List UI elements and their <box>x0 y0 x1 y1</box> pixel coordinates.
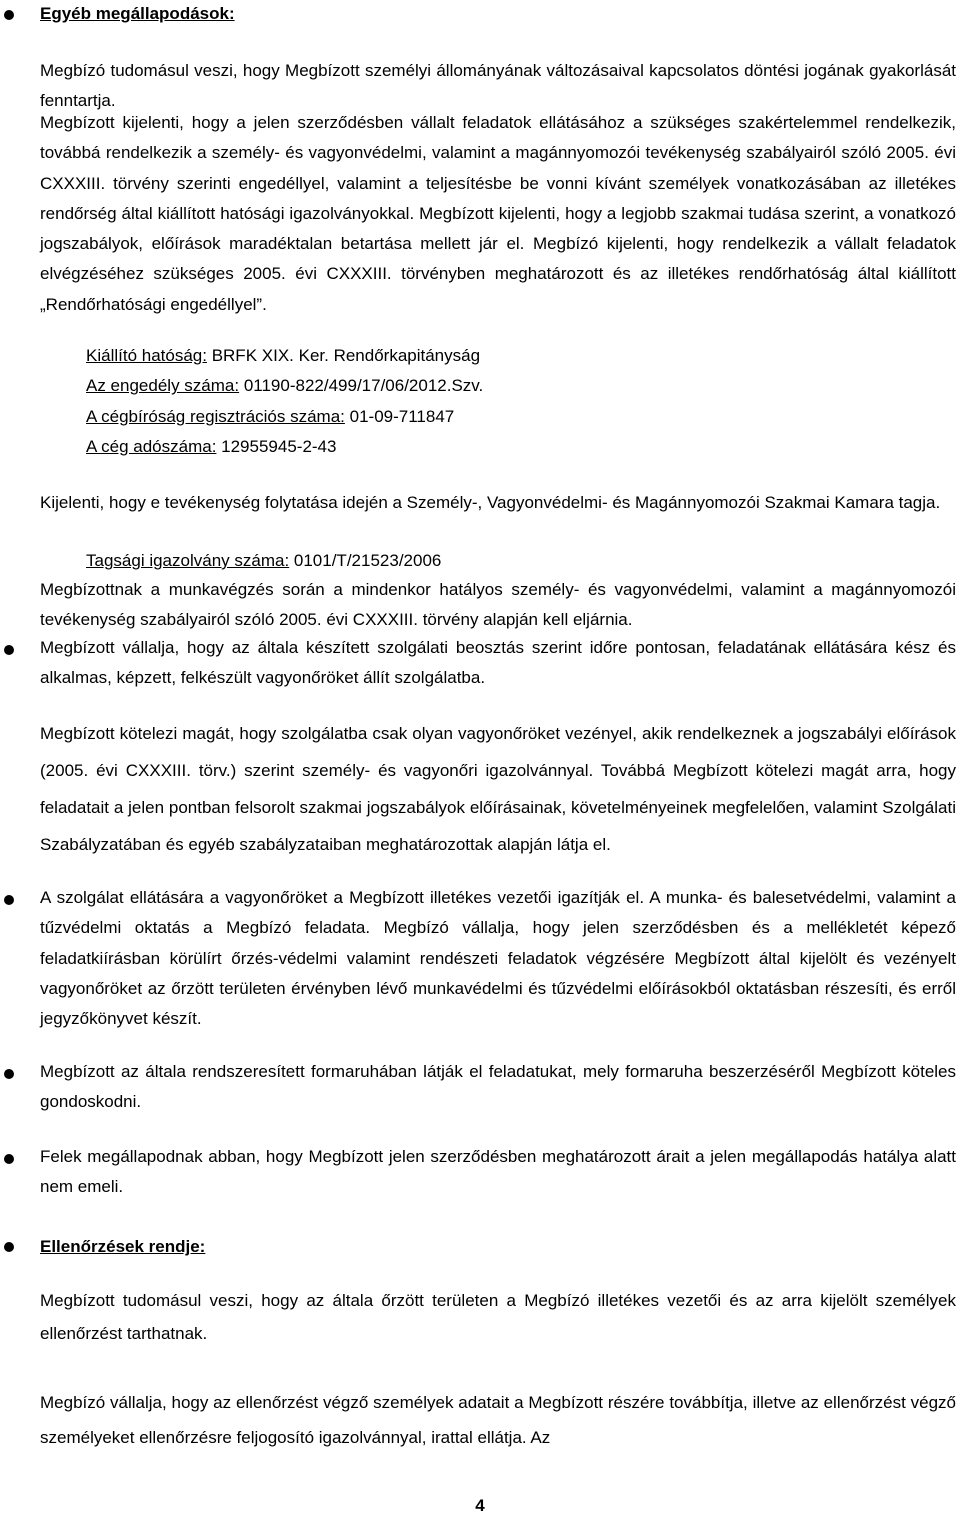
paragraph: Megbízottnak a munkavégzés során a mindenkor hatályos személy- és vagyonvédelmi, valamint a magánnyomozói tevékenység szabályairól szóló 2005. évi CXXXIII. törvény alapján kell eljárnia. <box>40 580 956 630</box>
detail-value: BRFK XIX. Ker. Rendőrkapitányság <box>206 346 481 365</box>
bullet-icon <box>4 1069 14 1079</box>
detail-row <box>86 402 956 432</box>
detail-label: Az engedély száma: <box>86 376 240 396</box>
paragraph: Megbízott tudomásul veszi, hogy az általa őrzött területen a Megbízó illetékes vezetői és az arra kijelölt személyek ellenőrzést tarthatnak. <box>40 1291 956 1343</box>
detail-value: 12955945-2-43 <box>216 436 337 456</box>
paragraph: Megbízott az általa rendszeresített formaruhában látják el feladatukat, mely formaruha beszerzéséről Megbízott köteles gondoskodni. <box>40 1062 956 1112</box>
detail-row <box>86 432 956 462</box>
bullet-icon <box>4 10 14 20</box>
bullet-icon <box>4 645 14 655</box>
detail-value: 01-09-711847 <box>344 406 455 426</box>
detail-label: Kiállító hatóság: <box>86 346 207 365</box>
membership-value: 0101/T/21523/2006 <box>289 551 442 570</box>
bullet-icon <box>4 1242 14 1252</box>
license-details <box>40 341 956 462</box>
detail-value: 01190-822/499/17/06/2012.Szv. <box>239 376 484 396</box>
bullet-icon <box>4 1154 14 1164</box>
paragraph: Felek megállapodnak abban, hogy Megbízott jelen szerződésben meghatározott árait a jelen megállapodás hatálya alatt nem emeli. <box>40 1147 956 1197</box>
membership-row <box>40 546 956 576</box>
paragraph: Kijelenti, hogy e tevékenység folytatása idején a Személy-, Vagyonvédelmi- és Magánnyomozói Szakmai Kamara tagja. <box>40 493 941 512</box>
page-number: 4 <box>475 1496 485 1515</box>
membership-label: Tagsági igazolvány száma: <box>86 551 290 570</box>
paragraph: Megbízott kötelezi magát, hogy szolgálatba csak olyan vagyonőröket vezényel, akik rendelkeznek a jogszabályi előírások (2005. évi CXXXIII. törv.) szerint személy- és vagyonőri igazolvánnyal. Továbbá Megbízott kötelezi magát arra, hogy feladatait a jelen pontban felsorolt szakmai jogszabályok előírásainak, követelményeinek megfelelően, valamint Szolgálati Szabályzatában és egyéb szabályzataiban meghatározottak alapján látja el. <box>40 724 956 854</box>
detail-label: A cégbíróság regisztrációs száma: <box>86 406 345 426</box>
paragraph: A szolgálat ellátására a vagyonőröket a Megbízott illetékes vezetői igazítják el. A munka- és balesetvédelmi, valamint a tűzvédelmi oktatás a Megbízó feladata. Megbízó vállalja, hogy jelen szerződésben és a mellékletét képező feladatkiírásban körülírt őrzés-védelmi valamint rendészeti feladatok végzésére Megbízott által kijelölt és vezényelt vagyonőröket az őrzött területen érvényben lévő munkavédelmi és tűzvédelmi előírásokból oktatásban részesíti, és erről jegyzőkönyvet készít. <box>40 888 956 1029</box>
section-heading-ellenorzes: Ellenőrzések rendje: <box>40 1237 206 1256</box>
detail-row <box>86 341 956 371</box>
detail-label: A cég adószáma: <box>86 436 217 456</box>
bullet-icon <box>4 895 14 905</box>
paragraph: Megbízott kijelenti, hogy a jelen szerződésben vállalt feladatok ellátásához a szükséges szakértelemmel rendelkezik, továbbá rendelkezik a személy- és vagyonvédelmi, valamint a magánnyomozói tevékenység szabályairól szóló 2005. évi CXXXIII. törvény szerinti engedéllyel, valamint a teljesítésbe be vonni kívánt személyek vonatkozásában az illetékes rendőrség által kiállított hatósági igazolványokkal. Megbízott kijelenti, hogy a legjobb szakmai tudása szerint, a vonatkozó jogszabályok, előírások maradéktalan betartása mellett jár el. Megbízó kijelenti, hogy rendelkezik a vállalt feladatok elvégzéséhez szükséges 2005. évi CXXXIII. törvényben meghatározott és az illetékes rendőrhatóság által kiállított „Rendőrhatósági engedéllyel”. <box>40 113 956 314</box>
section-heading-egyeb: Egyéb megállapodások: <box>40 4 235 23</box>
detail-row <box>86 371 956 401</box>
paragraph: Megbízott vállalja, hogy az általa készített szolgálati beosztás szerint időre pontosan, feladatának ellátására kész és alkalmas, képzett, felkészült vagyonőröket állít szolgálatba. <box>40 638 956 688</box>
paragraph: Megbízó tudomásul veszi, hogy Megbízott személyi állományának változásaival kapcsolatos döntési jogának gyakorlását fenntartja. <box>40 61 956 111</box>
paragraph: Megbízó vállalja, hogy az ellenőrzést végző személyek adatait a Megbízott részére továbbítja, illetve az ellenőrzést végző személyeket ellenőrzésre feljogosító igazolvánnyal, irattal ellátja. Az <box>40 1393 956 1447</box>
